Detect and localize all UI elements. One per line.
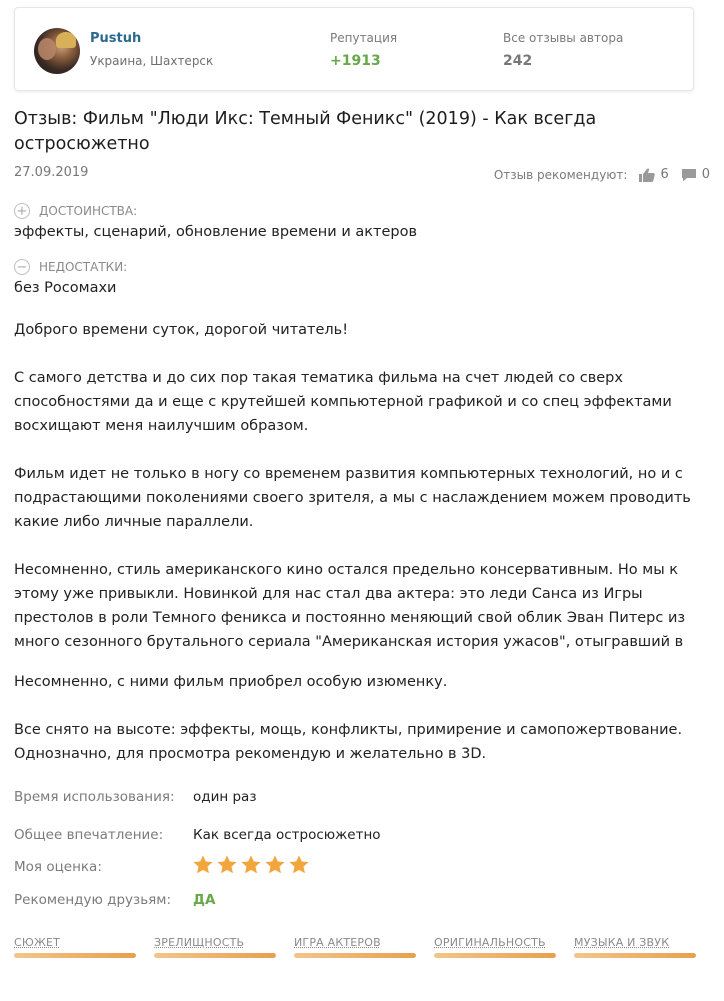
recommend-friends-value: ДА <box>193 892 216 908</box>
star-icon <box>216 854 238 876</box>
star-icon <box>288 854 310 876</box>
review-date: 27.09.2019 <box>14 165 89 180</box>
criteria-bar-track <box>154 953 276 958</box>
cons-header <box>14 259 127 275</box>
comment-icon[interactable] <box>681 168 697 182</box>
star-icon <box>192 854 214 876</box>
criteria-item <box>574 936 696 958</box>
plus-circle-icon: + <box>14 203 30 219</box>
review-paragraph: С самого детства и до сих пор такая тематика фильма на счет людей со сверх способностями да и еще с крутейшей компьютерной графикой и со спец эффектами восхищают меня наилучшим образом. <box>14 370 672 434</box>
review-paragraph: Все снято на высоте: эффекты, мощь, конфликты, примирение и самопожертвование. Однозначно, для просмотра рекомендую и желательно в 3D. <box>14 722 683 762</box>
criteria-item <box>154 936 276 958</box>
criteria-bar-track <box>294 953 416 958</box>
impression-value: Как всегда остросюжетно <box>193 827 381 843</box>
pros-header <box>14 203 137 219</box>
avatar[interactable] <box>34 28 80 74</box>
author-card <box>14 7 694 91</box>
criteria-bar-fill <box>434 953 556 958</box>
criteria-bar-track <box>574 953 696 958</box>
review-title: Отзыв: Фильм "Люди Икс: Темный Феникс" (2019) - Как всегда остросюжетно <box>14 109 597 154</box>
cons-text: без Росомахи <box>14 280 117 296</box>
reputation-label: Репутация <box>330 31 398 45</box>
cons-label: НЕДОСТАТКИ: <box>39 260 128 274</box>
author-name-link[interactable]: Pustuh <box>90 31 142 46</box>
criteria-bar-track <box>14 953 136 958</box>
criteria-item <box>14 936 136 958</box>
criteria-label[interactable]: ОРИГИНАЛЬНОСТЬ <box>434 936 546 949</box>
review-paragraph: Несомненно, с ними фильм приобрел особую изюменку. <box>14 674 448 690</box>
criteria-item <box>434 936 556 958</box>
criteria-label[interactable]: СЮЖЕТ <box>14 936 61 949</box>
star-icon <box>264 854 286 876</box>
review-paragraph: Доброго времени суток, дорогой читатель! <box>14 322 349 338</box>
criteria-label[interactable]: ЗРЕЛИЩНОСТЬ <box>154 936 245 949</box>
star-icon <box>240 854 262 876</box>
recommend-row <box>494 167 710 182</box>
criteria-bar-fill <box>14 953 136 958</box>
criteria-bar-fill <box>294 953 416 958</box>
criteria-label[interactable]: МУЗЫКА И ЗВУК <box>574 936 670 949</box>
author-location: Украина, Шахтерск <box>90 54 214 68</box>
pros-label: ДОСТОИНСТВА: <box>39 204 138 218</box>
thumbs-up-icon[interactable] <box>639 168 655 182</box>
recommend-label: Отзыв рекомендуют: <box>493 167 628 182</box>
comments-count: 0 <box>701 167 710 182</box>
criteria-bar-track <box>434 953 556 958</box>
rating-label: Моя оценка: <box>14 859 102 875</box>
avatar-hair <box>56 32 76 48</box>
criteria-bars <box>14 936 696 958</box>
all-reviews-label[interactable]: Все отзывы автора <box>503 31 624 45</box>
avatar-face <box>38 38 56 60</box>
usage-value: один раз <box>193 789 257 805</box>
recommend-friends-label: Рекомендую друзьям: <box>14 892 172 908</box>
criteria-bar-fill <box>154 953 276 958</box>
all-reviews-count[interactable]: 242 <box>503 53 533 69</box>
criteria-bar-fill <box>574 953 696 958</box>
review-paragraph: Несомненно, стиль американского кино остался предельно консервативным. Но мы к этому уже привыкли. Новинкой для нас стал два актера: это леди Санса из Игры престолов в роли Темного феникса и постоянно меняющий свой облик Эван Питерс из много сезонного брутального сериала "Американская история ужасов", отыгравший в <box>14 562 686 650</box>
likes-count: 6 <box>660 167 669 182</box>
pros-text: эффекты, сценарий, обновление времени и актеров <box>14 224 417 240</box>
usage-label: Время использования: <box>14 789 175 805</box>
criteria-label[interactable]: ИГРА АКТЕРОВ <box>294 936 381 949</box>
impression-label: Общее впечатление: <box>14 827 164 843</box>
review-paragraph: Фильм идет не только в ногу со временем развития компьютерных технологий, но и с подрастающими поколениями своего зрителя, а мы с наслаждением можем проводить какие либо личные параллели. <box>14 466 691 530</box>
reputation-value: +1913 <box>330 53 381 69</box>
minus-circle-icon: − <box>14 259 30 275</box>
criteria-item <box>294 936 416 958</box>
rating-stars <box>192 854 312 876</box>
